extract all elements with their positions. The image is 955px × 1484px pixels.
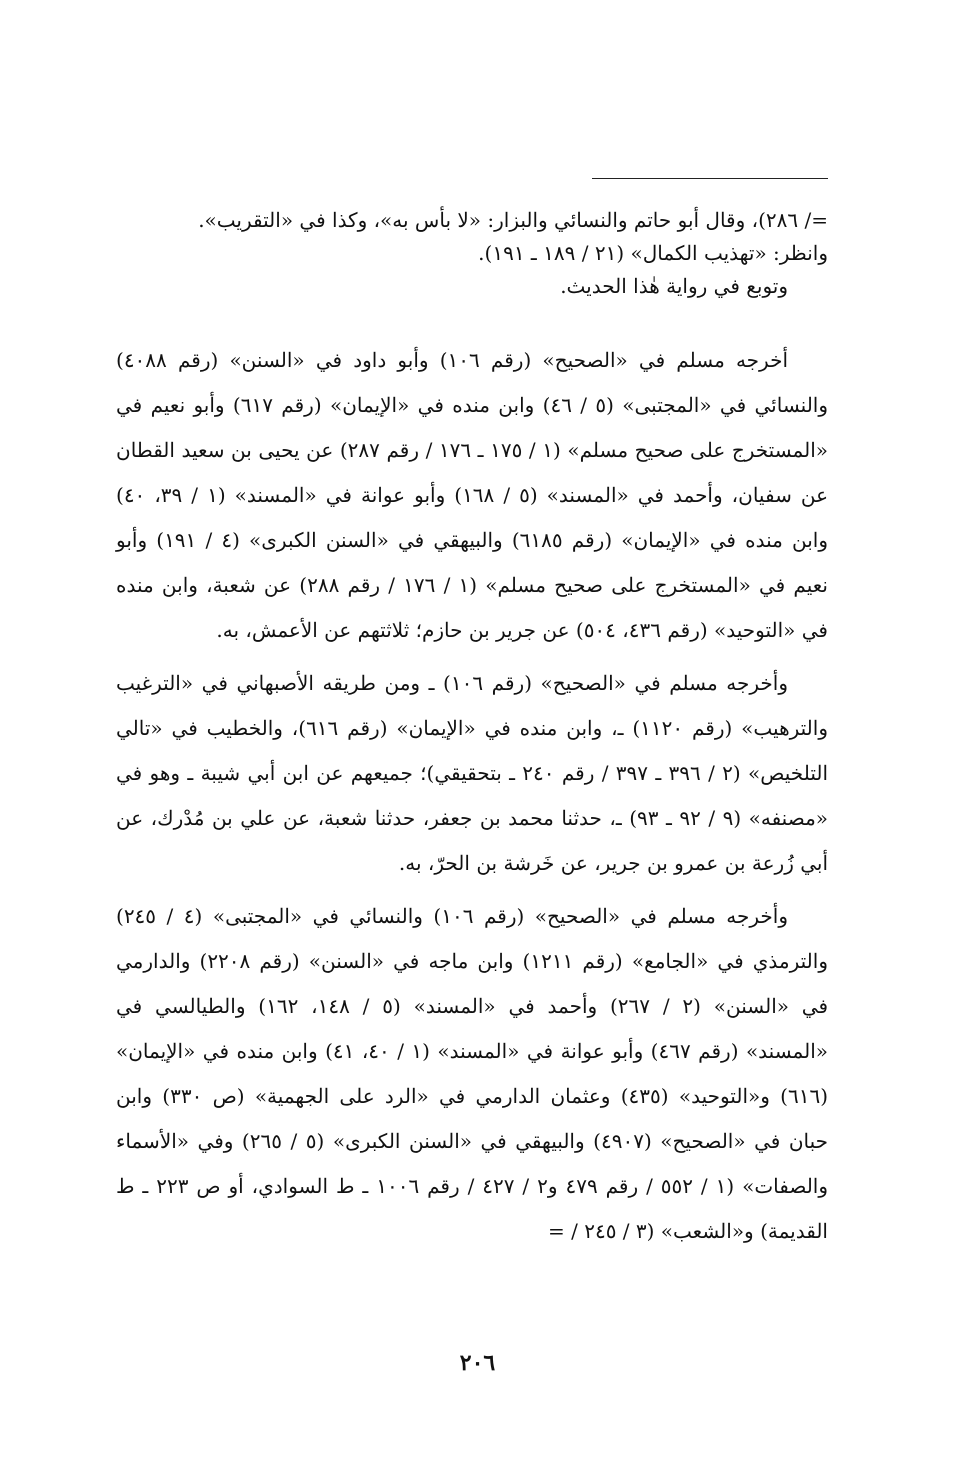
paragraph: أخرجه مسلم في «الصحيح» (رقم ١٠٦) وأبو داود في «السنن» (رقم ٤٠٨٨) والنسائي في «المجتبى» (٥ / ٤٦) وابن منده في «الإيمان» (رقم ٦١٧) وأبو نعيم في «المستخرج على صحيح مسلم» (١ / ١٧٥ ـ ١٧٦ / رقم ٢٨٧) عن يحيى بن سعيد القطان عن سفيان، وأحمد في «المسند» (٥ / ١٦٨) وأبو عوانة في «المسند» (١ / ٣٩، ٤٠) وابن منده في «الإيمان» (رقم ٦١٨٥) والبيهقي في «السنن الكبرى» (٤ / ١٩١) وأبو نعيم في «المستخرج على صحيح مسلم» (١ / ١٧٦ / رقم ٢٨٨) عن شعبة، وابن منده في «التوحيد» (رقم ٤٣٦، ٥٠٤) عن جرير بن حازم؛ ثلاثتهم عن الأعمش، به.	[116, 348, 829, 642]
footnote-separator-rule	[592, 178, 828, 179]
paragraph: وأخرجه مسلم في «الصحيح» (رقم ١٠٦) ـ ومن طريقه الأصبهاني في «الترغيب والترهيب» (رقم ١١٢٠) ـ، وابن منده في «الإيمان» (رقم ٦١٦)، والخطيب في «تالي التلخيص» (٢ / ٣٩٦ ـ ٣٩٧ / رقم ٢٤٠ ـ بتحقيقي)؛ جميعهم عن ابن أبي شيبة ـ وهو في «مصنفه» (٩ / ٩٢ ـ ٩٣) ـ، حدثنا محمد بن جعفر، حدثنا شعبة، عن علي بن مُدْرك، عن أبي زُرعة بن عمرو بن جرير، عن خَرشة بن الحرّ، به.	[116, 671, 829, 875]
footnote-line: وانظر: «تهذيب الكمال» (٢١ / ١٨٩ ـ ١٩١).	[478, 241, 828, 265]
footnote-line: =/ ٢٨٦)، وقال أبو حاتم والنسائي والبزار: «لا بأس به»، وكذا في «التقريب».	[198, 208, 828, 232]
footnote-block	[116, 204, 828, 303]
page-number: ٢٠٦	[459, 1350, 496, 1376]
footnote-line: وتوبع في رواية هٰذا الحديث.	[560, 274, 788, 298]
main-text	[116, 338, 828, 1262]
paragraph: وأخرجه مسلم في «الصحيح» (رقم ١٠٦) والنسائي في «المجتبى» (٤ / ٢٤٥) والترمذي في «الجامع» (رقم ١٢١١) وابن ماجه في «السنن» (رقم ٢٢٠٨) والدارمي في «السنن» (٢ / ٢٦٧) وأحمد في «المسند» (٥ / ١٤٨، ١٦٢) والطيالسي في «المسند» (رقم ٤٦٧) وأبو عوانة في «المسند» (١ / ٤٠، ٤١) وابن منده في «الإيمان» (٦١٦) و«التوحيد» (٤٣٥) وعثمان الدارمي في «الرد على الجهمية» (ص ٣٣٠) وابن حبان في «الصحيح» (٤٩٠٧) والبيهقي في «السنن الكبرى» (٥ / ٢٦٥) وفي «الأسماء والصفات» (١ / ٥٥٢ / رقم ٤٧٩ و٢ / ٤٢٧ / رقم ١٠٠٦ ـ ط السوادي، أو ص ٢٢٣ ـ ط القديمة) و«الشعب» (٣ / ٢٤٥ / =	[116, 904, 829, 1243]
